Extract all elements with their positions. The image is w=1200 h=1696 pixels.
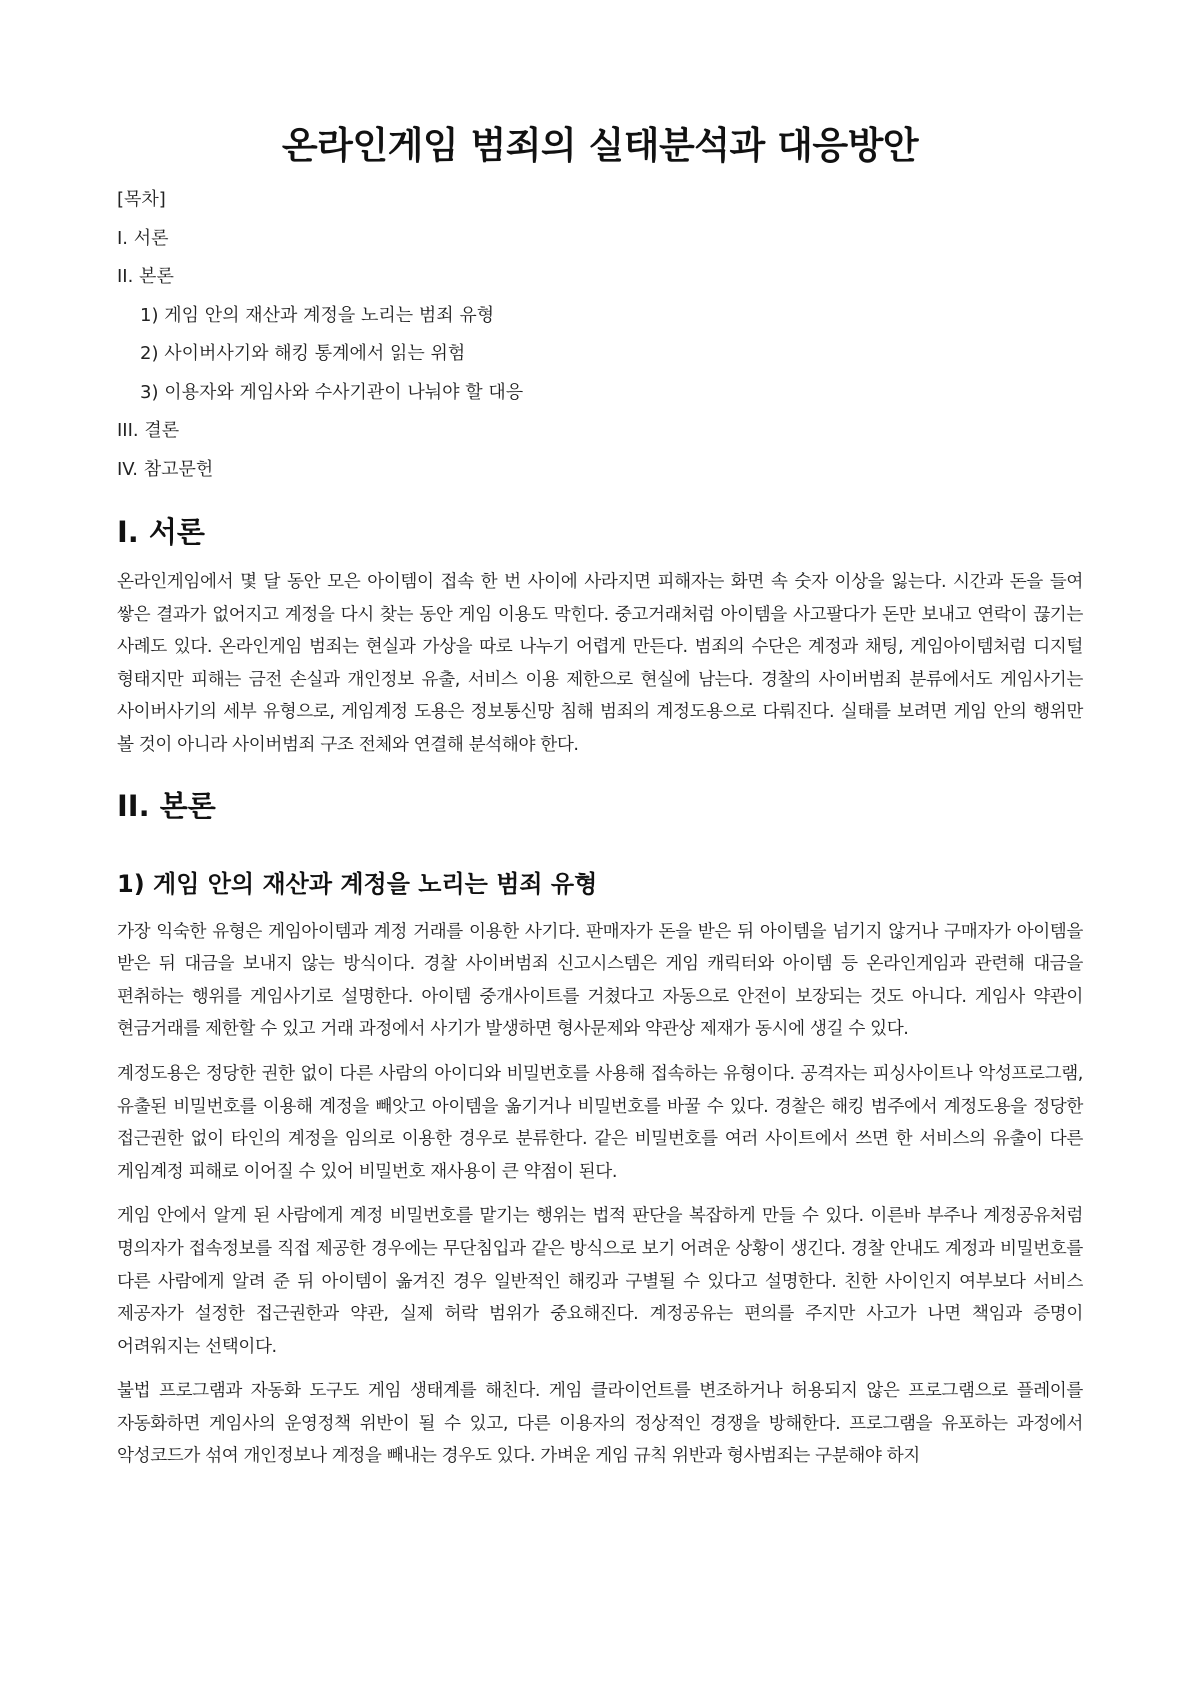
toc-heading: [목차] — [117, 189, 166, 210]
body-paragraph: 가장 익숙한 유형은 게임아이템과 계정 거래를 이용한 사기다. 판매자가 돈을 받은 뒤 아이템을 넘기지 않거나 구매자가 아이템을 받은 뒤 대금을 보내지 않는 방식이다. 경찰 사이버범죄 신고시스템은 게임 캐릭터와 아이템 등 온라인게임과 관련해 대금을 편취하는 행위를 게임사기로 설명한다. 아이템 중개사이트를 거쳤다고 자동으로 안전이 보장되는 것도 아니다. 게임사 약관이 현금거래를 제한할 수 있고 거래 과정에서 사기가 발생하면 형사문제와 약관상 제재가 동시에 생길 수 있다. — [117, 921, 1083, 1040]
body-paragraph: 온라인게임에서 몇 달 동안 모은 아이템이 접속 한 번 사이에 사라지면 피해자는 화면 속 숫자 이상을 잃는다. 시간과 돈을 들여 쌓은 결과가 없어지고 계정을 다시 찾는 동안 게임 이용도 막힌다. 중고거래처럼 아이템을 사고팔다가 돈만 보내고 연락이 끊기는 사례도 있다. 온라인게임 범죄는 현실과 가상을 따로 나누기 어렵게 만든다. 범죄의 수단은 계정과 채팅, 게임아이템처럼 디지털 형태지만 피해는 금전 손실과 개인정보 유출, 서비스 이용 제한으로 현실에 남는다. 경찰의 사이버범죄 분류에서도 게임사기는 사이버사기의 세부 유형으로, 게임계정 도용은 정보통신망 침해 범죄의 계정도용으로 다뤄진다. 실태를 보려면 게임 안의 행위만 볼 것이 아니라 사이버범죄 구조 전체와 연결해 분석해야 한다. — [117, 572, 1083, 755]
toc-subitem: 1) 게임 안의 재산과 계정을 노리는 범죄 유형 — [140, 304, 495, 326]
toc-item: II. 본론 — [117, 266, 174, 287]
body-paragraph: 계정도용은 정당한 권한 없이 다른 사람의 아이디와 비밀번호를 사용해 접속하는 유형이다. 공격자는 피싱사이트나 악성프로그램, 유출된 비밀번호를 이용해 계정을 빼앗고 아이템을 옮기거나 비밀번호를 바꿀 수 있다. 경찰은 해킹 범주에서 계정도용을 정당한 접근권한 없이 타인의 계정을 임의로 이용한 경우로 분류한다. 같은 비밀번호를 여러 사이트에서 쓰면 한 서비스의 유출이 다른 게임계정 피해로 이어질 수 있어 비밀번호 재사용이 큰 약점이 된다. — [117, 1063, 1083, 1182]
body-paragraph: 게임 안에서 알게 된 사람에게 계정 비밀번호를 맡기는 행위는 법적 판단을 복잡하게 만들 수 있다. 이른바 부주나 계정공유처럼 명의자가 접속정보를 직접 제공한 경우에는 무단침입과 같은 방식으로 보기 어려운 상황이 생긴다. 경찰 안내도 계정과 비밀번호를 다른 사람에게 알려 준 뒤 아이템이 옮겨진 경우 일반적인 해킹과 구별될 수 있다고 설명한다. 친한 사이인지 여부보다 서비스 제공자가 설정한 접근권한과 약관, 실제 허락 범위가 중요해진다. 계정공유는 편의를 주지만 사고가 나면 책임과 증명이 어려워지는 선택이다. — [117, 1206, 1083, 1357]
table-of-contents — [117, 186, 1083, 494]
toc-item: IV. 참고문헌 — [117, 458, 214, 480]
toc-subitem: 3) 이용자와 게임사와 수사기관이 나눠야 할 대응 — [140, 381, 524, 403]
toc-subitem: 2) 사이버사기와 해킹 통계에서 읽는 위험 — [140, 343, 466, 364]
section-heading-body: II. 본론 — [117, 788, 216, 823]
toc-item: III. 결론 — [117, 420, 180, 441]
body-paragraph: 불법 프로그램과 자동화 도구도 게임 생태계를 해친다. 게임 클라이언트를 변조하거나 허용되지 않은 프로그램으로 플레이를 자동화하면 게임사의 운영정책 위반이 될 수 있고, 다른 이용자의 정상적인 경쟁을 방해한다. 프로그램을 유포하는 과정에서 악성코드가 섞여 개인정보나 계정을 빼내는 경우도 있다. 가벼운 게임 규칙 위반과 형사범죄는 구분해야 하지 — [117, 1381, 1083, 1467]
section-heading-introduction: I. 서론 — [117, 515, 205, 549]
document-title: 온라인게임 범죄의 실태분석과 대응방안 — [281, 124, 919, 167]
subsection-heading: 1) 게임 안의 재산과 계정을 노리는 범죄 유형 — [117, 869, 598, 898]
toc-item: I. 서론 — [117, 227, 169, 249]
